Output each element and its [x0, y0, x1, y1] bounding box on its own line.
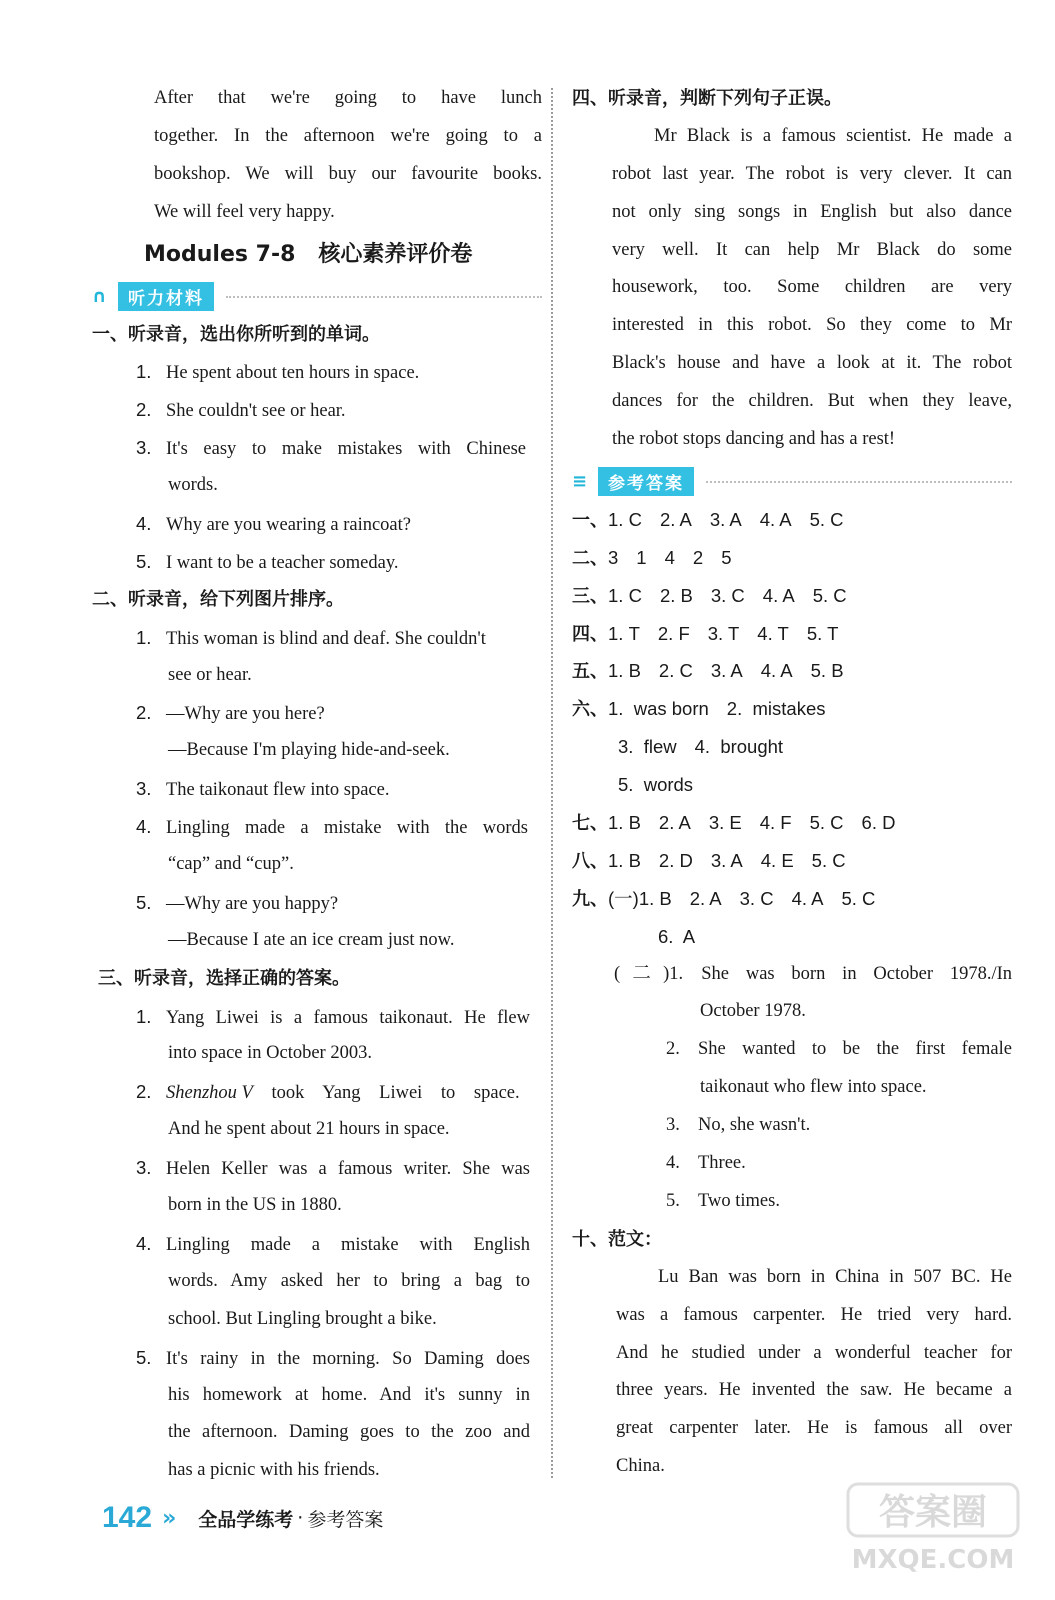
item-text-cont: —Because I'm playing hide-and-seek. — [168, 740, 450, 761]
chevron-right-icon: » — [162, 1505, 177, 1531]
item-text: Helen Keller was a famous writer. She was — [166, 1159, 530, 1180]
item-text-cont: words. — [168, 475, 218, 496]
text-line: not only sing songs in English but also dance — [612, 201, 1012, 222]
part-label: (二) — [614, 963, 670, 984]
answer-text: Three. — [698, 1153, 746, 1174]
item-text: This woman is blind and deaf. She couldn't — [166, 628, 486, 649]
text-line: was a famous carpenter. He tried very hard. — [616, 1304, 1012, 1325]
item-number: 1. — [669, 963, 684, 984]
text-line: great carpenter later. He is famous all over — [616, 1418, 1012, 1439]
item-text-cont: has a picnic with his friends. — [168, 1460, 380, 1481]
answer-item: 4. brought — [694, 736, 784, 758]
item-text: It's rainy in the morning. So Daming does — [166, 1348, 530, 1369]
answer-item: 1. B — [638, 887, 672, 909]
answer-label: 九、 — [572, 888, 608, 910]
dotted-rule — [706, 481, 1012, 483]
item-number: 1. — [136, 1005, 152, 1027]
right-column — [572, 80, 1012, 1486]
answer-item: 1. was born — [608, 698, 709, 720]
answer-item: 6. A — [658, 925, 696, 947]
list-item — [92, 1073, 542, 1111]
question-title: 二、听录音，给下列图片排序。 — [92, 588, 344, 610]
answer-item: 1. T — [608, 622, 640, 644]
answer-row — [572, 652, 1012, 690]
answer-item: 5 — [721, 546, 732, 568]
watermark-text-top: 答案圈 — [878, 1492, 988, 1533]
answer-item: 4. A — [791, 887, 824, 909]
answer-item: 3. A — [710, 849, 743, 871]
item-number: 2. — [136, 399, 152, 421]
answer-item: 4 — [664, 546, 675, 568]
list-item — [92, 505, 542, 543]
answer-label: 三、 — [572, 585, 608, 607]
item-number: 3. — [136, 778, 152, 800]
answer-item: 2. D — [658, 849, 693, 871]
answer-label: 六、 — [572, 699, 608, 721]
text-line: bookshop. We will buy our favourite books. — [154, 163, 542, 184]
item-text: He spent about ten hours in space. — [166, 363, 420, 384]
text-line: Mr Black is a famous scientist. He made a — [654, 125, 1012, 146]
answer-item: 1. B — [608, 849, 641, 871]
answer-item: 3. A — [709, 508, 742, 530]
item-text-cont: the afternoon. Daming goes to the zoo and — [168, 1422, 530, 1443]
item-text-cont: And he spent about 21 hours in space. — [168, 1119, 450, 1140]
answer-text: She wanted to be the first female — [698, 1039, 1012, 1060]
answer-item: 3. T — [707, 622, 740, 644]
answer-item: 5. C — [812, 584, 847, 606]
answer-item: 4. A — [759, 508, 792, 530]
answer-item: 3. A — [710, 660, 743, 682]
item-number: 5. — [666, 1190, 680, 1211]
text-line: We will feel very happy. — [154, 201, 335, 222]
text-line: the robot stops dancing and has a rest! — [612, 429, 896, 450]
text-line: housework, too. Some children are very — [612, 277, 1012, 298]
answer-text: Two times. — [698, 1190, 780, 1211]
item-number: 1. — [136, 361, 152, 383]
answer-item: 6. D — [861, 812, 896, 834]
item-number: 2. — [136, 702, 152, 724]
answer-row — [572, 539, 1012, 577]
answer-item: 1. C — [608, 508, 642, 530]
item-number: 2. — [136, 1081, 152, 1103]
item-text: Lingling made a mistake with the words — [166, 818, 528, 839]
answer-item: 3. E — [708, 812, 742, 834]
item-number: 3. — [136, 437, 152, 459]
item-text: The taikonaut flew into space. — [166, 780, 390, 801]
text-line: After that we're going to have lunch — [154, 88, 542, 108]
item-text: —Why are you happy? — [166, 893, 339, 914]
item-number: 4. — [136, 816, 152, 838]
part-label: (一) — [608, 887, 639, 909]
watermark-logo — [838, 1478, 1028, 1578]
answer-item: 4. E — [760, 849, 794, 871]
answer-item: 3. C — [710, 584, 745, 606]
item-text: She couldn't see or hear. — [166, 401, 346, 422]
answer-item: 2. B — [659, 584, 693, 606]
answer-row — [572, 1107, 1012, 1145]
list-item — [92, 694, 542, 732]
answer-item: 4. F — [759, 812, 792, 834]
headphones-icon: ∩ — [92, 286, 107, 308]
text-line: China. — [616, 1456, 665, 1477]
answer-row — [572, 690, 1012, 728]
item-text-cont: —Because I ate an ice cream just now. — [168, 929, 455, 950]
answer-label: 四、 — [572, 623, 608, 645]
item-number: 1. — [136, 626, 152, 648]
answer-item: 2. C — [658, 660, 693, 682]
item-text: took Yang Liwei to space. — [252, 1083, 520, 1104]
answer-row — [572, 956, 1012, 994]
item-text-cont: born in the US in 1880. — [168, 1195, 342, 1216]
answer-item: 5. C — [809, 508, 844, 530]
item-number: 5. — [136, 1346, 152, 1368]
question-title: 三、听录音，选择正确的答案。 — [98, 967, 350, 989]
answer-row — [572, 501, 1012, 539]
watermark-text-bottom: MXQE.COM — [851, 1545, 1015, 1575]
answer-item: 1. C — [608, 584, 642, 606]
item-number: 4. — [666, 1153, 680, 1174]
answer-item: 2. A — [658, 812, 691, 834]
left-column — [92, 80, 542, 1490]
answer-row — [572, 804, 1012, 842]
answer-item: 5. C — [841, 887, 876, 909]
item-text-cont: words. Amy asked her to bring a bag to — [168, 1270, 530, 1291]
item-number: 3. — [666, 1115, 680, 1136]
question-title: 一、听录音，选出你所听到的单词。 — [92, 323, 380, 345]
list-item — [92, 998, 530, 1036]
answer-label: 七、 — [572, 813, 608, 835]
answer-item: 5. words — [618, 774, 694, 796]
answer-item: 4. A — [760, 660, 793, 682]
dotted-rule — [226, 296, 542, 298]
answer-item: 3. flew — [618, 736, 677, 758]
answer-item: 3. C — [739, 887, 774, 909]
text-line: three years. He invented the saw. He became a — [616, 1380, 1012, 1401]
item-number: 5. — [136, 891, 152, 913]
answer-text: She was born in October 1978./In — [701, 963, 1012, 984]
item-text-cont: into space in October 2003. — [168, 1043, 372, 1064]
list-item — [92, 1339, 530, 1377]
item-text: —Why are you here? — [166, 704, 325, 725]
list-item — [92, 1225, 530, 1263]
text-line: And he studied under a wonderful teacher for — [616, 1342, 1012, 1363]
answer-text-cont: taikonaut who flew into space. — [700, 1077, 927, 1098]
answer-row — [572, 918, 1012, 956]
answer-row — [572, 577, 1012, 615]
list-item — [92, 1149, 530, 1187]
list-item — [92, 770, 542, 808]
answer-item: 4. A — [762, 584, 795, 606]
answer-row — [572, 880, 1012, 918]
text-line: interested in this robot. So they come to Mr — [612, 315, 1012, 336]
answer-label: 八、 — [572, 850, 608, 872]
answer-item: 1. B — [608, 660, 641, 682]
list-item — [92, 884, 542, 922]
item-number: 4. — [136, 1232, 152, 1254]
item-text-cont: school. But Lingling brought a bike. — [168, 1308, 437, 1329]
list-item — [92, 619, 542, 657]
list-item — [92, 391, 542, 429]
page-heading: Modules 7-8 核心素养评价卷 — [144, 241, 473, 267]
separator-dot: · — [297, 1507, 304, 1529]
item-text: I want to be a teacher someday. — [166, 552, 399, 573]
answer-item: 2. A — [659, 508, 692, 530]
text-line: Lu Ban was born in China in 507 BC. He — [658, 1266, 1012, 1287]
list-item — [92, 429, 526, 467]
item-number: 2. — [666, 1039, 680, 1060]
item-text-cont: his homework at home. And it's sunny in — [168, 1384, 530, 1405]
answer-row — [572, 728, 1012, 766]
text-line: robot last year. The robot is very clever. It can — [612, 163, 1012, 184]
item-text: Yang Liwei is a famous taikonaut. He flew — [166, 1007, 530, 1028]
answer-item: 5. T — [806, 622, 839, 644]
list-icon: ≡ — [572, 471, 588, 493]
answer-text: No, she wasn't. — [698, 1115, 811, 1136]
item-text: It's easy to make mistakes with Chinese — [166, 439, 526, 460]
answer-item: 5. B — [810, 660, 844, 682]
text-line: together. In the afternoon we're going to a — [154, 125, 542, 146]
question-title: 四、听录音，判断下列句子正误。 — [572, 88, 842, 109]
item-text: Lingling made a mistake with English — [166, 1234, 530, 1255]
spacecraft-name: Shenzhou V — [166, 1083, 253, 1104]
answer-label-footer: 参考答案 — [307, 1508, 384, 1531]
question-title: 十、范文： — [572, 1228, 662, 1250]
section-label: 听力材料 — [118, 282, 214, 311]
page-number: 142 — [102, 1501, 153, 1534]
column-divider — [551, 88, 553, 1478]
answer-item: 5. C — [809, 812, 844, 834]
text-line: very well. It can help Mr Black do some — [612, 239, 1012, 260]
item-number: 4. — [136, 513, 152, 535]
page-footer — [102, 1498, 383, 1538]
answer-item: 2. A — [689, 887, 722, 909]
answer-item: 3 — [608, 546, 619, 568]
list-item — [92, 353, 542, 391]
item-text-cont: “cap” and “cup”. — [168, 854, 294, 875]
answer-row — [572, 1145, 1012, 1183]
text-line: dances for the children. But when they leave, — [612, 391, 1012, 412]
answer-row — [572, 1183, 1012, 1221]
answer-label: 二、 — [572, 547, 608, 569]
item-text: Why are you wearing a raincoat? — [166, 515, 411, 536]
section-label: 参考答案 — [598, 467, 694, 496]
item-text-cont: see or hear. — [168, 664, 252, 685]
list-item — [92, 543, 542, 581]
section-header-listening — [92, 278, 542, 316]
answer-item: 2 — [692, 546, 704, 568]
item-number: 5. — [136, 550, 152, 572]
answer-label: 一、 — [572, 509, 608, 531]
answer-item: 2. mistakes — [726, 698, 826, 720]
answer-item: 5. C — [811, 849, 846, 871]
section-header-answers — [572, 463, 1012, 501]
answer-item: 1 — [636, 546, 647, 568]
answer-row — [572, 766, 1012, 804]
list-item — [92, 808, 528, 846]
intro-paragraph — [92, 80, 542, 232]
answer-item: 1. B — [608, 812, 641, 834]
answer-row — [572, 842, 1012, 880]
answer-item: 2. F — [657, 622, 690, 644]
book-title: 全品学练考 — [198, 1508, 294, 1531]
answer-label: 五、 — [572, 661, 608, 683]
answer-row — [572, 615, 1012, 653]
item-number: 3. — [136, 1157, 152, 1179]
answer-item: 4. T — [757, 622, 789, 644]
text-line: Black's house and have a look at it. The robot — [612, 353, 1012, 374]
answer-text-cont: October 1978. — [700, 1001, 806, 1022]
answer-row — [572, 1031, 1012, 1069]
